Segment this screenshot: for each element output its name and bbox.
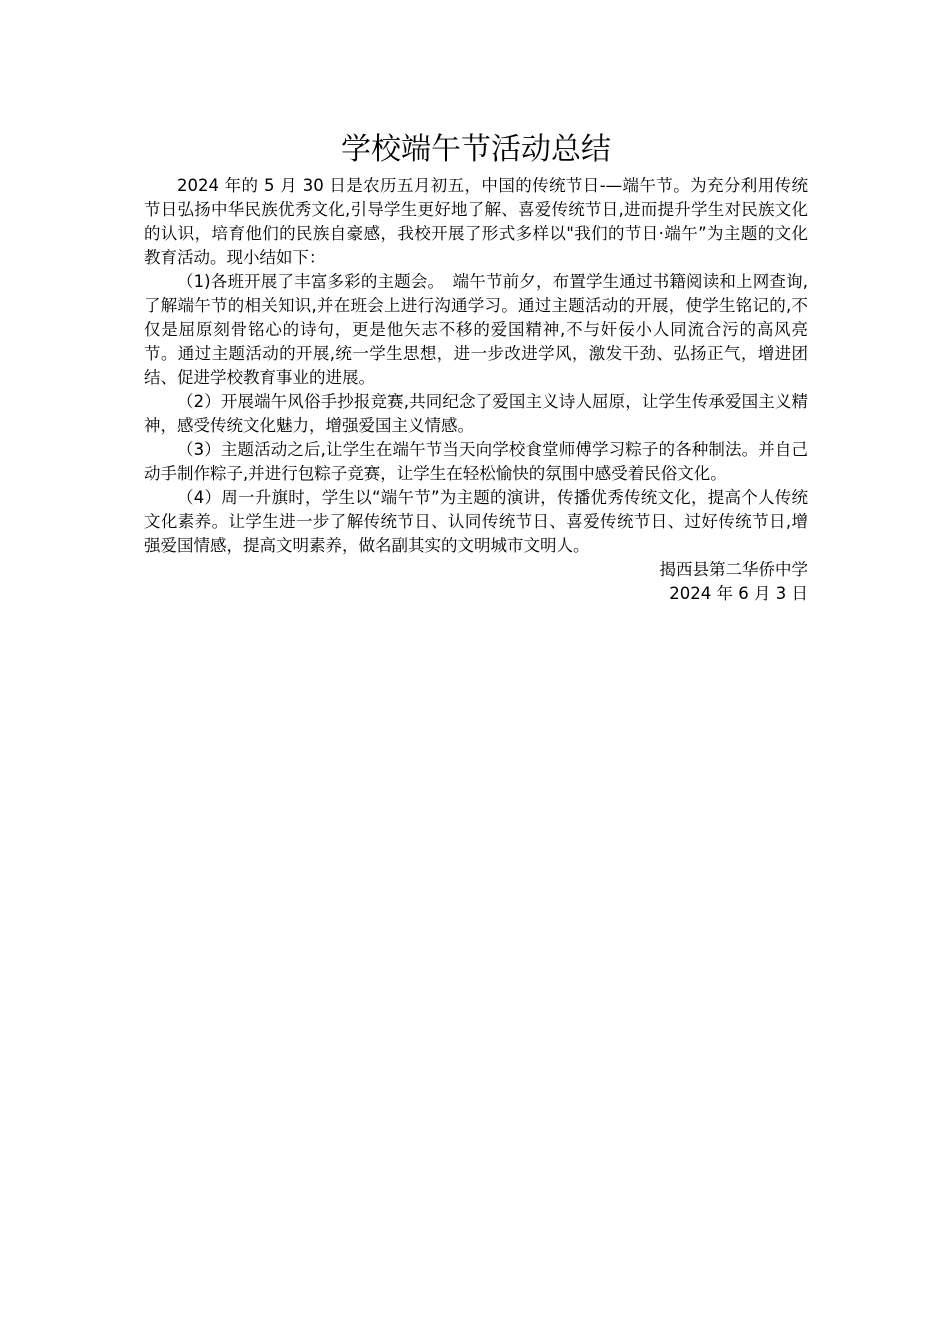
signature-date: 2024 年 6 月 3 日 (669, 584, 808, 603)
paragraph-item-3: （3）主题活动之后,让学生在端午节当天向学校食堂师傅学习粽子的各种制法。并自己动手制作粽子,并进行包粽子竞赛，让学生在轻松愉快的氛围中感受着民俗文化。 (144, 440, 808, 483)
paragraph-item-2: （2）开展端午风俗手抄报竞赛,共同纪念了爱国主义诗人屈原，让学生传承爱国主义精神，感受传统文化魅力，增强爱国主义情感。 (144, 392, 808, 435)
document-body (144, 128, 808, 606)
document-title: 学校端午节活动总结 (341, 132, 611, 167)
paragraph-item-4: （4）周一升旗时，学生以“端午节”为主题的演讲，传播优秀传统文化，提高个人传统文化素养。让学生进一步了解传统节日、认同传统节日、喜爱传统节日、过好传统节日,增强爱国情感，提高文明素养，做名副其实的文明城市文明人。 (144, 488, 808, 555)
paragraph-intro: 2024 年的 5 月 30 日是农历五月初五，中国的传统节日-—端午节。为充分利用传统节日弘扬中华民族优秀文化,引导学生更好地了解、喜爱传统节日,进而提升学生对民族文化的认识，培育他们的民族自豪感，我校开展了形式多样以"我们的节日·端午”为主题的文化教育活动。现小结如下： (144, 176, 808, 267)
paragraph-item-1: （1)各班开展了丰富多彩的主题会。 端午节前夕，布置学生通过书籍阅读和上网查询,了解端午节的相关知识,并在班会上进行沟通学习。通过主题活动的开展，使学生铭记的,不仅是屈原刻骨铭心的诗句，更是他矢志不移的爱国精神,不与奸佞小人同流合污的高风亮节。通过主题活动的开展,统一学生思想，进一步改进学风，激发干劲、弘扬正气，增进团结、促进学校教育事业的进展。 (144, 272, 808, 387)
signature-organization: 揭西县第二华侨中学 (659, 560, 808, 579)
